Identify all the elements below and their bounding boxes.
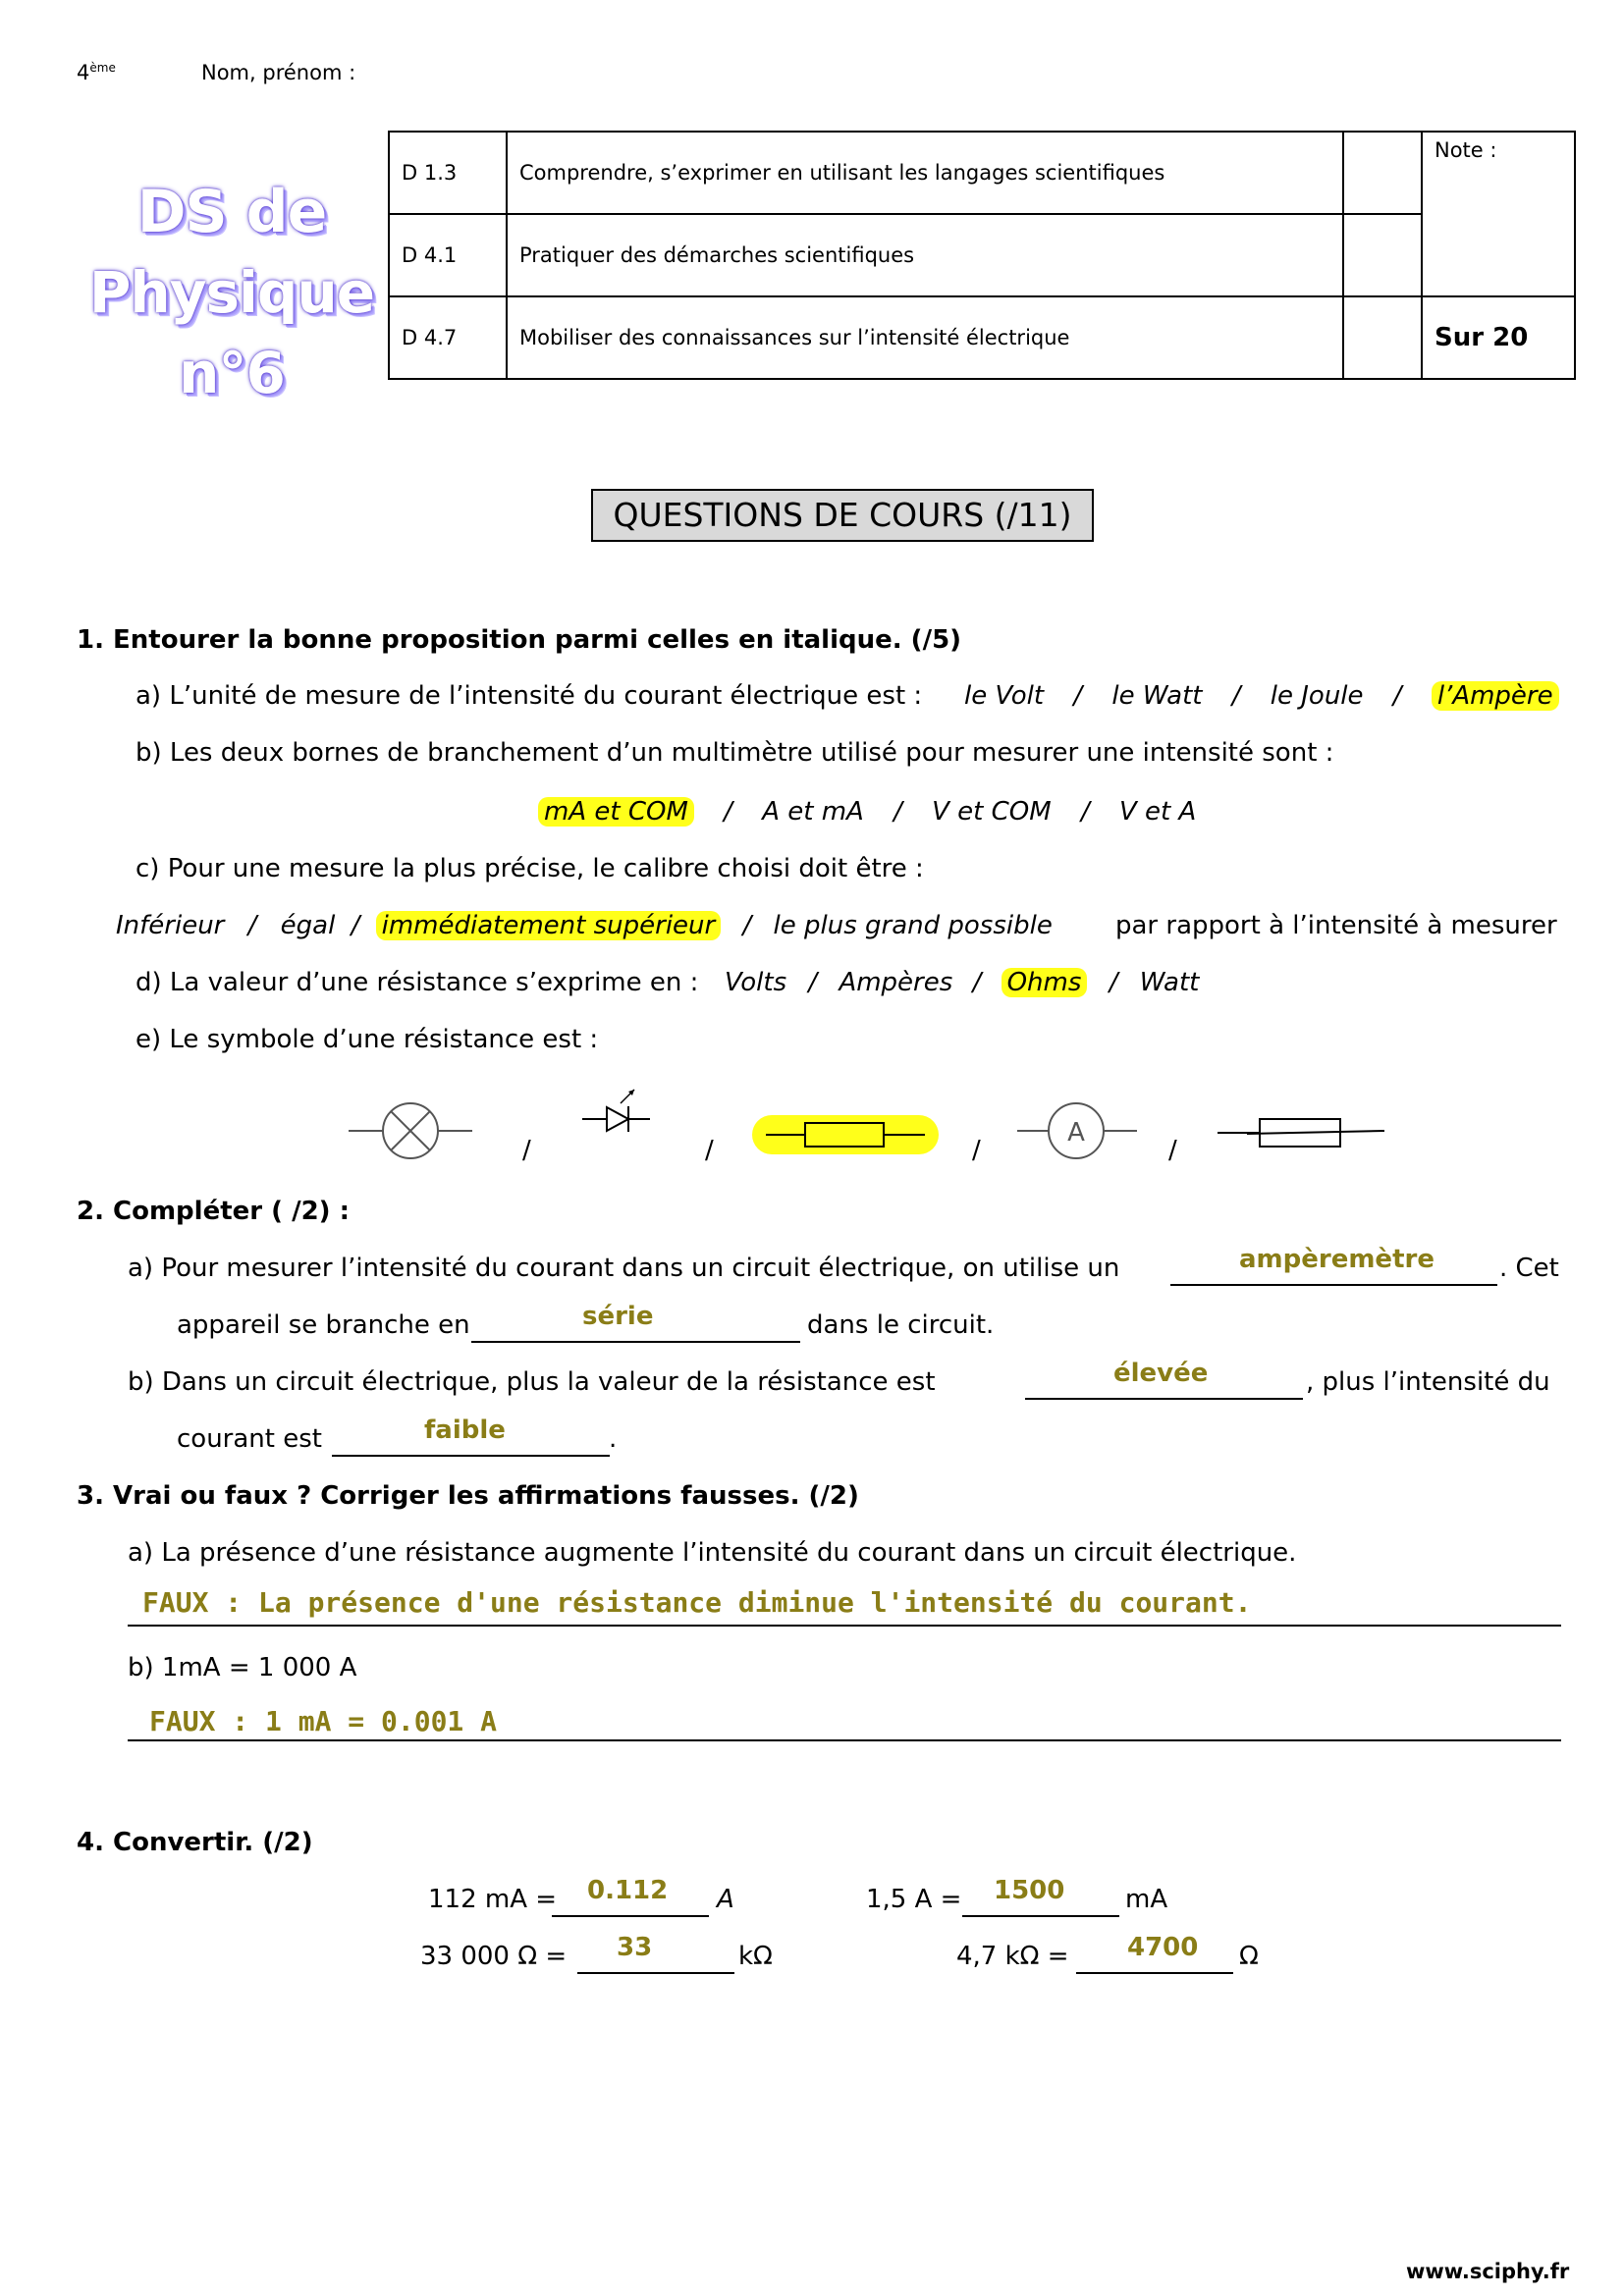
q4-c1-answer: 0.112: [587, 1876, 669, 1905]
q1c-options: Inférieur / égal / immédiatement supérieur / le plus grand possible: [116, 911, 1053, 940]
q4-title: 4. Convertir. (/2): [77, 1828, 313, 1857]
option[interactable]: V et A: [1118, 797, 1197, 827]
ammeter-symbol[interactable]: [1017, 1103, 1137, 1158]
option[interactable]: V et COM: [932, 797, 1052, 827]
resistor-symbol-selected[interactable]: [752, 1115, 939, 1154]
q2a-text3: dans le circuit.: [807, 1310, 995, 1340]
answer-line[interactable]: [1170, 1284, 1497, 1286]
q4-c4-answer: 4700: [1127, 1933, 1199, 1962]
separator: /: [1168, 1136, 1177, 1165]
q2a-answer1: ampèremètre: [1239, 1245, 1435, 1274]
answer-line[interactable]: [128, 1739, 1561, 1741]
q2a-text-end: . Cet: [1499, 1254, 1559, 1283]
q2b-text-end: , plus l’intensité du: [1306, 1367, 1550, 1397]
separator: /: [972, 1136, 981, 1165]
note-total: Sur 20: [1422, 296, 1575, 379]
q4-c4-unit: Ω: [1239, 1942, 1259, 1971]
option[interactable]: Volts: [725, 968, 787, 997]
note-cell: Note :: [1422, 132, 1575, 296]
option-selected[interactable]: mA et COM: [538, 797, 694, 827]
lamp-symbol[interactable]: [349, 1103, 472, 1158]
competence-text: Mobiliser des connaissances sur l’intensité électrique: [507, 296, 1343, 379]
q3b-text: b) 1mA = 1 000 A: [128, 1653, 357, 1682]
answer-line[interactable]: [552, 1915, 709, 1917]
competence-score-cell: [1343, 296, 1422, 379]
q4-c1-left: 112 mA =: [428, 1885, 558, 1914]
separator: /: [522, 1136, 531, 1165]
q2b-text3: .: [609, 1424, 618, 1454]
option[interactable]: Watt: [1139, 968, 1200, 997]
component-symbols: [344, 1080, 1404, 1168]
q1c-suffix: par rapport à l’intensité à mesurer: [1115, 911, 1557, 940]
competence-table: [388, 131, 1576, 380]
q1d-options: Volts / Ampères / Ohms / Watt: [725, 968, 1200, 997]
option-selected[interactable]: Ohms: [1001, 968, 1088, 997]
answer-line[interactable]: [1076, 1972, 1233, 1974]
answer-line[interactable]: [962, 1915, 1119, 1917]
competence-code: D 4.1: [389, 214, 507, 296]
q4-c4-left: 4,7 kΩ =: [956, 1942, 1069, 1971]
footer-site[interactable]: www.sciphy.fr: [1406, 2260, 1570, 2283]
option[interactable]: A et mA: [762, 797, 864, 827]
option[interactable]: le Watt: [1111, 681, 1203, 711]
answer-line[interactable]: [332, 1455, 610, 1457]
option[interactable]: Ampères: [839, 968, 953, 997]
q1c-text: c) Pour une mesure la plus précise, le calibre choisi doit être :: [135, 854, 924, 883]
q4-c1-unit: A: [717, 1885, 734, 1914]
grade-label: 4ème: [77, 61, 116, 84]
q1a-text: a) L’unité de mesure de l’intensité du courant électrique est :: [135, 681, 923, 711]
competence-code: D 1.3: [389, 132, 507, 214]
competence-code: D 4.7: [389, 296, 507, 379]
q1b-text: b) Les deux bornes de branchement d’un multimètre utilisé pour mesurer une intensité sont :: [135, 738, 1334, 768]
q2b-text2: courant est: [177, 1424, 322, 1454]
q4-c2-left: 1,5 A =: [866, 1885, 962, 1914]
q2-title: 2. Compléter ( /2) :: [77, 1197, 351, 1226]
q4-c3-unit: kΩ: [738, 1942, 773, 1971]
q3b-answer: FAUX : 1 mA = 0.001 A: [149, 1705, 498, 1737]
competence-text: Pratiquer des démarches scientifiques: [507, 214, 1343, 296]
q4-c2-answer: 1500: [994, 1876, 1065, 1905]
option[interactable]: le plus grand possible: [773, 911, 1053, 940]
led-symbol[interactable]: [582, 1090, 650, 1132]
q3-title: 3. Vrai ou faux ? Corriger les affirmations fausses. (/2): [77, 1481, 859, 1511]
option[interactable]: Inférieur: [116, 911, 225, 940]
q2a-text: a) Pour mesurer l’intensité du courant dans un circuit électrique, on utilise un: [128, 1254, 1120, 1283]
competence-score-cell: [1343, 214, 1422, 296]
option[interactable]: égal: [280, 911, 336, 940]
q3a-text: a) La présence d’une résistance augmente l’intensité du courant dans un circuit électrique.: [128, 1538, 1297, 1568]
ammeter-letter: A: [1067, 1118, 1085, 1148]
q1-title: 1. Entourer la bonne proposition parmi celles en italique. (/5): [77, 625, 962, 655]
q4-c3-left: 33 000 Ω =: [420, 1942, 568, 1971]
q3a-answer: FAUX : La présence d'une résistance diminue l'intensité du courant.: [142, 1586, 1252, 1619]
competence-text: Comprendre, s’exprimer en utilisant les langages scientifiques: [507, 132, 1343, 214]
q1a-options: le Volt / le Watt / le Joule / l’Ampère: [964, 681, 1559, 711]
ds-logo: DS de Physique n°6: [88, 178, 375, 406]
competence-score-cell: [1343, 132, 1422, 214]
name-label: Nom, prénom :: [201, 61, 356, 84]
q2b-answer1: élevée: [1113, 1359, 1209, 1388]
q2a-answer2: série: [582, 1302, 654, 1331]
q1e-text: e) Le symbole d’une résistance est :: [135, 1025, 599, 1054]
q1b-options: mA et COM / A et mA / V et COM / V et A: [538, 797, 1196, 827]
answer-line[interactable]: [128, 1625, 1561, 1627]
crossed-resistor-symbol[interactable]: [1218, 1119, 1384, 1147]
option-selected[interactable]: l’Ampère: [1432, 681, 1559, 711]
q4-c2-unit: mA: [1125, 1885, 1168, 1914]
q2a-text2: appareil se branche en: [177, 1310, 470, 1340]
answer-line[interactable]: [471, 1341, 800, 1343]
q2b-answer2: faible: [424, 1415, 506, 1445]
q1d-text: d) La valeur d’une résistance s’exprime en :: [135, 968, 699, 997]
q2b-text: b) Dans un circuit électrique, plus la valeur de la résistance est: [128, 1367, 936, 1397]
option-selected[interactable]: immédiatement supérieur: [376, 911, 722, 940]
answer-line[interactable]: [577, 1972, 734, 1974]
option[interactable]: le Volt: [964, 681, 1045, 711]
section-title: QUESTIONS DE COURS (/11): [591, 489, 1094, 542]
option[interactable]: le Joule: [1270, 681, 1364, 711]
answer-line[interactable]: [1025, 1398, 1303, 1400]
q4-c3-answer: 33: [617, 1933, 653, 1962]
separator: /: [705, 1136, 714, 1165]
